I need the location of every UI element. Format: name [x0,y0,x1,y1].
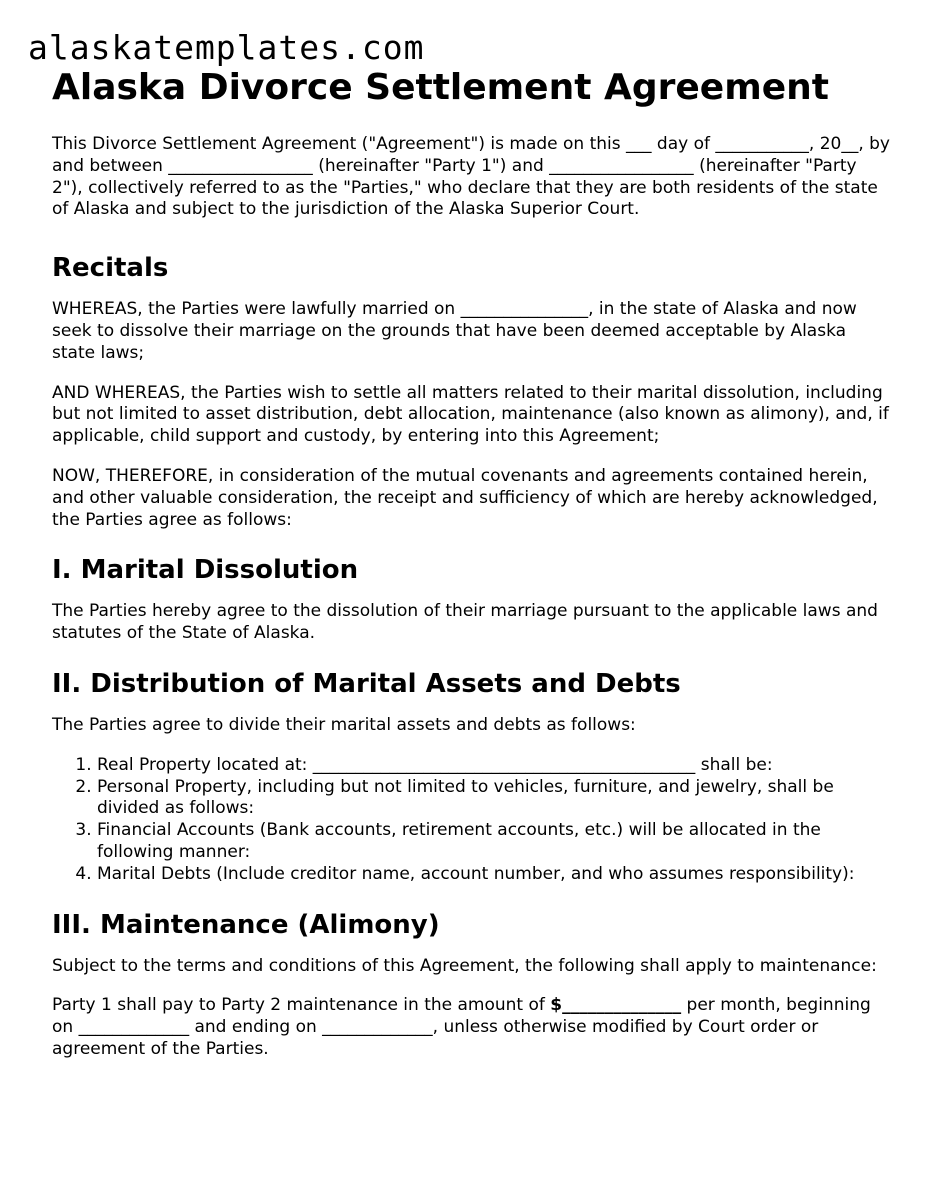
assets-list [52,755,892,886]
recital-paragraph-3: NOW, THEREFORE, in consideration of the mutual covenants and agreements contained herein, and other valuable consideration, the receipt and sufficiency of which are hereby acknowledged, the Parties agree as follows: [52,465,878,530]
payment-text-before: Party 1 shall pay to Party 2 maintenance in the amount of [52,995,551,1016]
site-watermark: alaskatemplates.com [28,28,425,67]
section-3-intro: Subject to the terms and conditions of this Agreement, the following shall apply to maintenance: [52,955,877,976]
list-item: 3. Financial Accounts (Bank accounts, retirement accounts, etc.) will be allocated in the following manner: [97,820,892,864]
section-1-text: The Parties hereby agree to the dissolution of their marriage pursuant to the applicable laws and statutes of the State of Alaska. [52,601,878,644]
recital-paragraph-1: WHEREAS, the Parties were lawfully married on _______________, in the state of Alaska and now seek to dissolve their marriage on the grounds that have been deemed acceptable by Alaska state laws; [52,299,857,363]
payment-text-after: per month, beginning on _____________ and ending on _____________, unless otherwise modified by Court order or agreement of the Parties. [52,995,871,1059]
intro-paragraph: This Divorce Settlement Agreement ("Agreement") is made on this ___ day of ___________, 20__, by and between _________________ (hereinafter "Party 1") and _________________ (hereinafter "Party 2"), collectively referred to as the "Parties," who declare that they are both residents of the state of Alaska and subject to the jurisdiction of the Alaska Superior Court. [52,134,890,220]
list-item: 4. Marital Debts (Include creditor name, account number, and who assumes responsibility): [97,864,892,886]
section-2-intro: The Parties agree to divide their marital assets and debts as follows: [52,714,636,735]
payment-amount-blank: $______________ [550,995,682,1016]
list-item: 2. Personal Property, including but not limited to vehicles, furniture, and jewelry, shall be divided as follows: [97,777,892,821]
section-2-heading: II. Distribution of Marital Assets and Debts [52,668,681,699]
recitals-heading: Recitals [52,253,169,284]
section-1-heading: I. Marital Dissolution [52,555,359,586]
recital-paragraph-2: AND WHEREAS, the Parties wish to settle all matters related to their marital dissolution, including but not limited to asset distribution, debt allocation, maintenance (also known as alimony), and, if applicable, child support and custody, by entering into this Agreement; [52,382,889,447]
document-title: Alaska Divorce Settlement Agreement [52,67,829,108]
maintenance-payment-paragraph [52,995,892,1060]
document-page [52,64,892,1061]
list-item: 1. Real Property located at: _____________________________________________ shall be: [97,755,892,777]
section-3-heading: III. Maintenance (Alimony) [52,909,440,940]
